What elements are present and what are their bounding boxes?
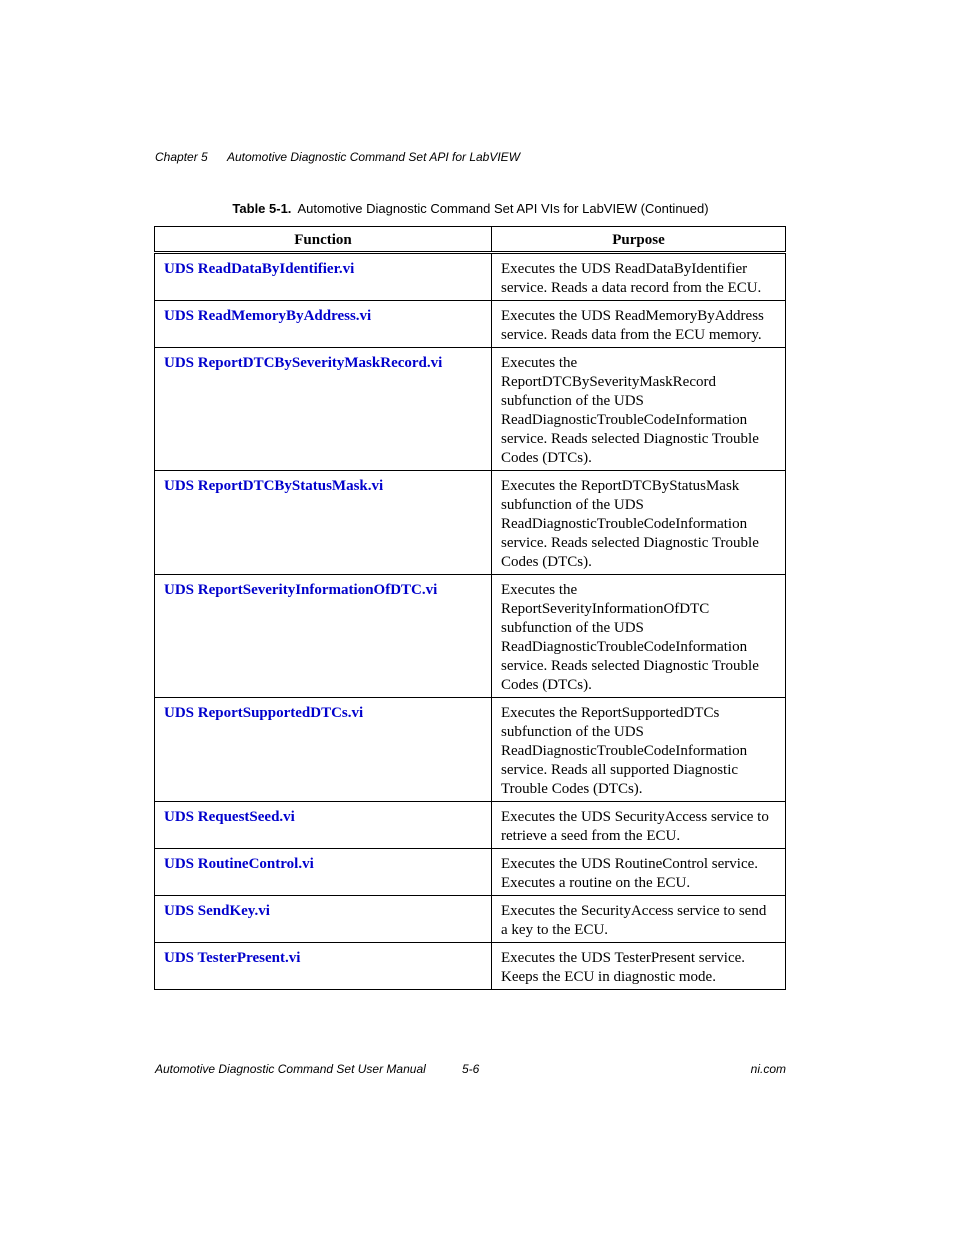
column-header-purpose: Purpose [492, 227, 786, 253]
purpose-cell: Executes the UDS ReadDataByIdentifier service. Reads a data record from the ECU. [492, 253, 786, 301]
function-cell [155, 575, 492, 698]
footer-website[interactable]: ni.com [750, 1062, 786, 1076]
function-cell [155, 943, 492, 990]
vi-table [154, 226, 786, 990]
function-link[interactable]: UDS ReadDataByIdentifier.vi [164, 261, 355, 277]
function-link[interactable]: UDS RequestSeed.vi [164, 809, 295, 825]
table-row [155, 471, 786, 575]
column-header-function: Function [155, 227, 492, 253]
table-body [155, 253, 786, 990]
function-cell [155, 348, 492, 471]
footer-manual-title: Automotive Diagnostic Command Set User Manual [155, 1062, 426, 1076]
function-link[interactable]: UDS ReportDTCByStatusMask.vi [164, 478, 384, 494]
table-row [155, 575, 786, 698]
function-link[interactable]: UDS RoutineControl.vi [164, 856, 314, 872]
table-caption-text: Automotive Diagnostic Command Set API VIs for LabVIEW (Continued) [297, 201, 709, 216]
running-header [155, 150, 520, 164]
purpose-cell: Executes the ReportSeverityInformationOfDTC subfunction of the UDS ReadDiagnosticTroubleCodeInformation service. Reads selected Diagnostic Trouble Codes (DTCs). [492, 575, 786, 698]
table-row [155, 943, 786, 990]
table-row [155, 896, 786, 943]
chapter-label: Chapter 5 [155, 150, 208, 164]
function-link[interactable]: UDS TesterPresent.vi [164, 950, 301, 966]
function-link[interactable]: UDS ReportSeverityInformationOfDTC.vi [164, 582, 438, 598]
table-caption [155, 201, 786, 216]
footer-page-number: 5-6 [462, 1062, 480, 1076]
purpose-cell: Executes the UDS TesterPresent service. Keeps the ECU in diagnostic mode. [492, 943, 786, 990]
function-link[interactable]: UDS ReportSupportedDTCs.vi [164, 705, 364, 721]
function-cell [155, 253, 492, 301]
table-row [155, 849, 786, 896]
chapter-title: Automotive Diagnostic Command Set API for LabVIEW [227, 150, 521, 164]
function-link[interactable]: UDS ReadMemoryByAddress.vi [164, 308, 372, 324]
purpose-cell: Executes the SecurityAccess service to send a key to the ECU. [492, 896, 786, 943]
table-row [155, 698, 786, 802]
function-cell [155, 698, 492, 802]
table-caption-number: Table 5-1. [232, 201, 292, 216]
purpose-cell: Executes the ReportDTCBySeverityMaskRecord subfunction of the UDS ReadDiagnosticTroubleCodeInformation service. Reads selected Diagnostic Trouble Codes (DTCs). [492, 348, 786, 471]
table-row [155, 348, 786, 471]
table-header-row [155, 227, 786, 253]
function-link[interactable]: UDS SendKey.vi [164, 903, 270, 919]
table-row [155, 301, 786, 348]
purpose-cell: Executes the UDS ReadMemoryByAddress service. Reads data from the ECU memory. [492, 301, 786, 348]
function-cell [155, 896, 492, 943]
purpose-cell: Executes the ReportSupportedDTCs subfunction of the UDS ReadDiagnosticTroubleCodeInformation service. Reads all supported Diagnostic Trouble Codes (DTCs). [492, 698, 786, 802]
function-cell [155, 301, 492, 348]
function-cell [155, 471, 492, 575]
function-cell [155, 802, 492, 849]
purpose-cell: Executes the ReportDTCByStatusMask subfunction of the UDS ReadDiagnosticTroubleCodeInformation service. Reads selected Diagnostic Trouble Codes (DTCs). [492, 471, 786, 575]
purpose-cell: Executes the UDS SecurityAccess service to retrieve a seed from the ECU. [492, 802, 786, 849]
table-row [155, 802, 786, 849]
function-cell [155, 849, 492, 896]
purpose-cell: Executes the UDS RoutineControl service. Executes a routine on the ECU. [492, 849, 786, 896]
function-link[interactable]: UDS ReportDTCBySeverityMaskRecord.vi [164, 355, 443, 371]
table-row [155, 253, 786, 301]
